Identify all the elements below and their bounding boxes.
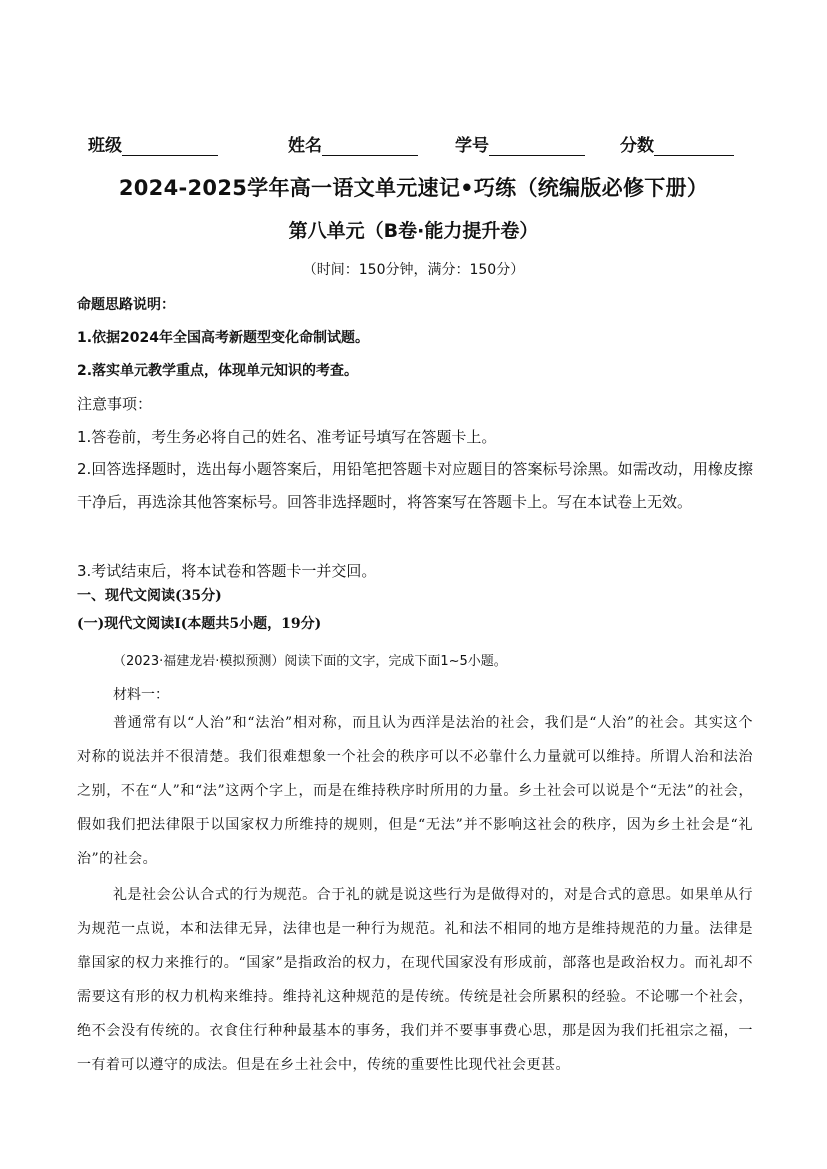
section-heading: 一、现代文阅读(35分)	[77, 588, 222, 604]
student-id-field[interactable]	[455, 131, 585, 156]
exam-subtitle: 第八单元（B卷·能力提升卷）	[288, 220, 539, 242]
material-paragraph-1: 普通常有以“人治”和“法治”相对称，而且认为西洋是法治的社会，我们是“人治”的社会。其实这个对称的说法并不很清楚。我们很难想象一个社会的秩序可以不必靠什么力量就可以维持。所谓人治和法治之别，不在“人”和“法”这两个字上，而是在维持秩序时所用的力量。乡土社会可以说是个“无法”的社会，假如我们把法律限于以国家权力所维持的规则，但是“无法”并不影响这社会的秩序，因为乡土社会是“礼治”的社会。	[77, 715, 753, 867]
time-info: （时间：150分钟，满分：150分）	[302, 262, 525, 278]
student-id-label: 学号	[455, 136, 489, 156]
class-field[interactable]	[88, 131, 218, 156]
material-label: 材料一：	[113, 687, 169, 703]
material-paragraph-2: 礼是社会公认合式的行为规范。合于礼的就是说这些行为是做得对的，对是合式的意思。如果单从行为规范一点说，本和法律无异，法律也是一种行为规范。礼和法不相同的地方是维持规范的力量。法律是靠国家的权力来推行的。“国家”是指政治的权力，在现代国家没有形成前，部落也是政治权力。而礼却不需要这有形的权力机构来维持。维持礼这种规范的是传统。传统是社会所累积的经验。不论哪一个社会，绝不会没有传统的。衣食住行种种最基本的事务，我们并不要事事费心思，那是因为我们托祖宗之福，一一有着可以遵守的成法。但是在乡土社会中，传统的重要性比现代社会更甚。	[77, 887, 753, 1073]
notice-heading: 注意事项：	[77, 395, 153, 413]
reading-intro: （2023·福建龙岩·模拟预测）阅读下面的文字，完成下面1~5小题。	[113, 654, 507, 669]
class-label: 班级	[88, 136, 122, 156]
exam-title: 2024-2025学年高一语文单元速记•巧练（统编版必修下册）	[118, 176, 709, 200]
notice-item-1: 1.答卷前，考生务必将自己的姓名、准考证号填写在答题卡上。	[77, 428, 497, 446]
score-label: 分数	[620, 136, 654, 156]
notice-item-3: 3.考试结束后，将本试卷和答题卡一并交回。	[77, 562, 377, 580]
student-id-blank[interactable]	[489, 135, 585, 156]
notice-item-2: 2.回答选择题时，选出每小题答案后，用铅笔把答题卡对应题目的答案标号涂黑。如需改动，用橡皮擦干净后，再选涂其他答案标号。回答非选择题时，将答案写在答题卡上。写在本试卷上无效。	[77, 460, 753, 511]
name-field[interactable]	[288, 131, 418, 156]
score-field[interactable]	[620, 131, 734, 156]
design-notes-heading: 命题思路说明：	[77, 297, 175, 313]
student-info-row	[88, 131, 748, 157]
score-blank[interactable]	[654, 135, 734, 156]
name-blank[interactable]	[322, 135, 418, 156]
design-note-2: 2.落实单元教学重点，体现单元知识的考查。	[77, 363, 359, 379]
name-label: 姓名	[288, 136, 322, 156]
design-note-1: 1.依据2024年全国高考新题型变化命制试题。	[77, 330, 370, 346]
subsection-heading: (一)现代文阅读Ⅰ(本题共5小题，19分)	[77, 616, 322, 632]
class-blank[interactable]	[122, 135, 218, 156]
